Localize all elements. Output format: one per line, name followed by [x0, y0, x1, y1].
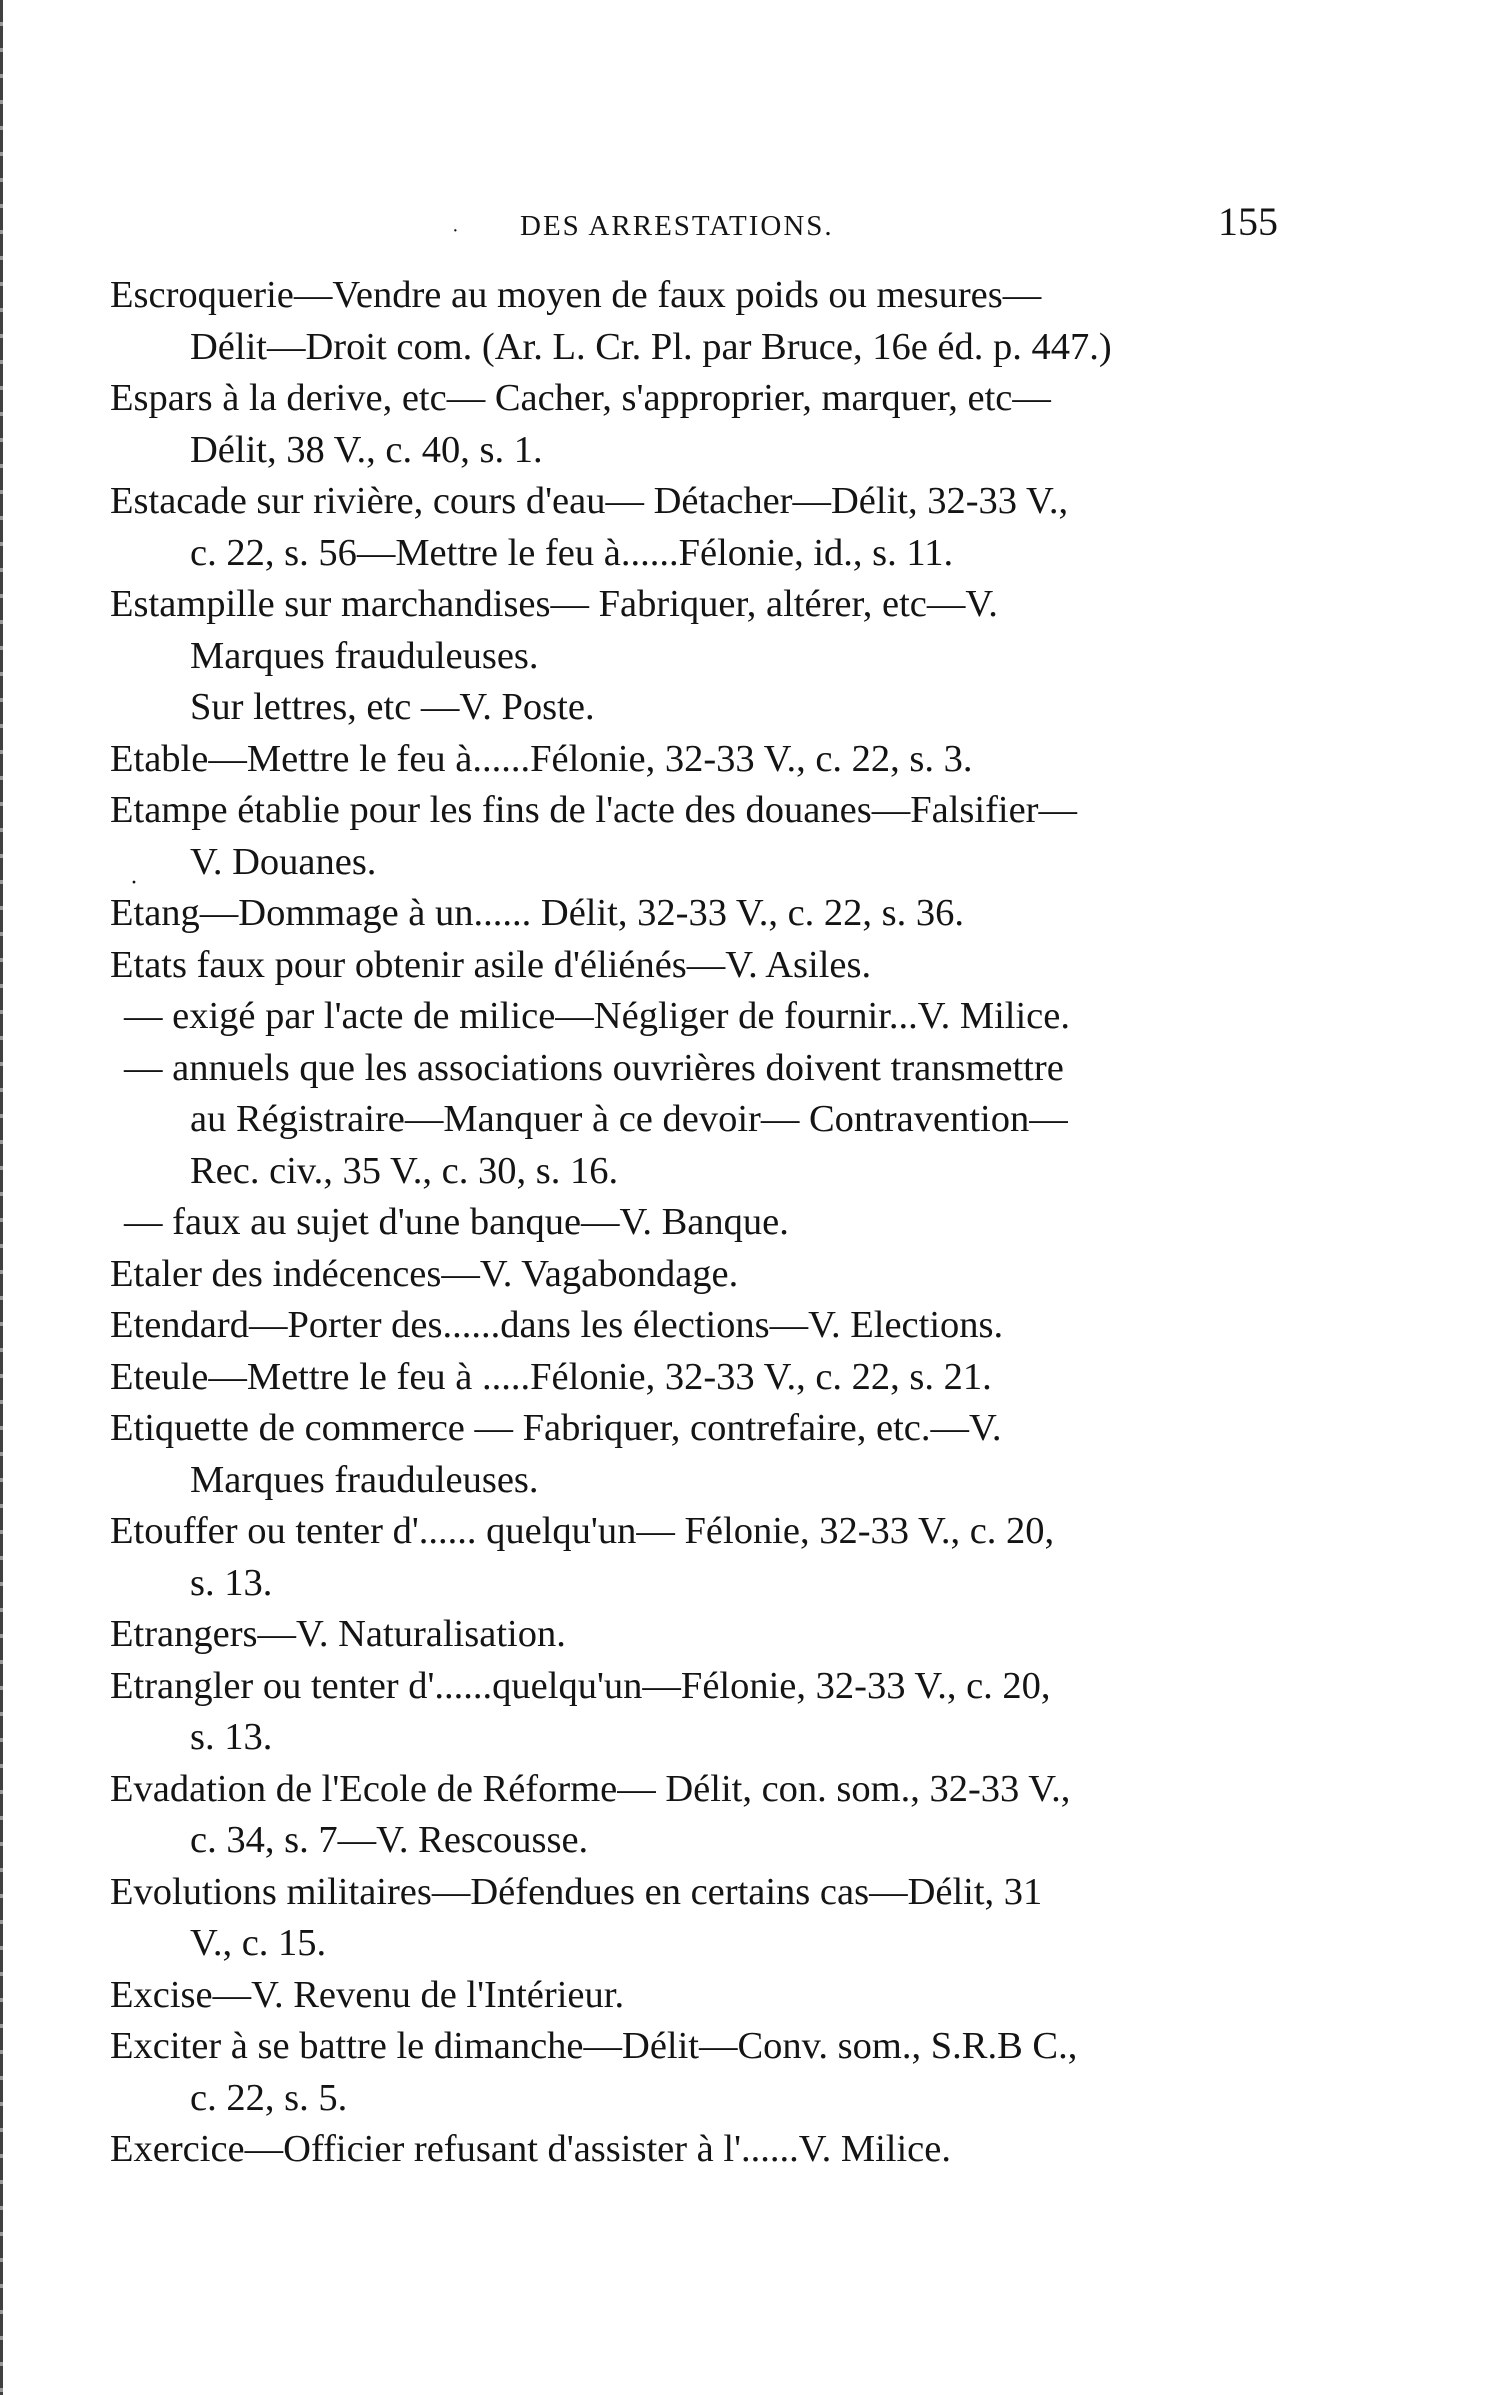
index-entry: [110, 1867, 1290, 1970]
index-entry: [110, 2021, 1290, 2124]
page-number: 155: [1218, 199, 1278, 244]
index-entry: [110, 579, 1290, 734]
entry-line: Etouffer ou tenter d'...... quelqu'un— Félonie, 32-33 V., c. 20,: [110, 1510, 1055, 1552]
entry-continuation-line: s. 13.: [190, 1561, 273, 1604]
running-head: DES ARRESTATIONS.: [520, 210, 834, 242]
entry-line: — faux au sujet d'une banque—V. Banque.: [124, 1201, 789, 1243]
index-entry: [110, 270, 1290, 373]
entry-line: Estacade sur rivière, cours d'eau— Détacher—Délit, 32-33 V.,: [110, 480, 1069, 522]
entry-continuation-line: V., c. 15.: [190, 1922, 327, 1964]
entry-continuation-line: Sur lettres, etc —V. Poste.: [190, 686, 595, 728]
index-entry: [110, 1043, 1290, 1198]
index-entry: [110, 1970, 1290, 2022]
header-dot: ·: [452, 220, 459, 242]
entry-line: Estampille sur marchandises— Fabriquer, altérer, etc—V.: [110, 583, 998, 625]
index-entry: [110, 373, 1290, 476]
entry-line: Evadation de l'Ecole de Réforme— Délit, con. som., 32-33 V.,: [110, 1767, 1071, 1810]
page-edge: [0, 0, 3, 2395]
entry-line: Espars à la derive, etc— Cacher, s'approprier, marquer, etc—: [110, 377, 1051, 419]
entry-continuation-line: Marques frauduleuses.: [190, 634, 539, 677]
entry-line: Etable—Mettre le feu à......Félonie, 32-33 V., c. 22, s. 3.: [110, 737, 973, 780]
index-entry: [110, 734, 1290, 786]
index-entry: [110, 785, 1290, 888]
entry-continuation-line: c. 22, s. 5.: [190, 2076, 348, 2119]
entry-line: Etats faux pour obtenir asile d'éliénés—V. Asiles.: [110, 943, 872, 986]
index-entry: [110, 1300, 1290, 1352]
entry-continuation-line: c. 34, s. 7—V. Rescousse.: [190, 1819, 589, 1861]
index-entry: [110, 1764, 1290, 1867]
index-entry: [110, 1661, 1290, 1764]
entry-continuation-line: Délit—Droit com. (Ar. L. Cr. Pl. par Bruce, 16e éd. p. 447.): [190, 325, 1112, 368]
entry-line: Eteule—Mettre le feu à .....Félonie, 32-33 V., c. 22, s. 21.: [110, 1355, 992, 1398]
page-header: [0, 196, 1494, 256]
index-entries: [110, 270, 1290, 2176]
entry-line: Excise—V. Revenu de l'Intérieur.: [110, 1973, 625, 2016]
entry-line: Etrangler ou tenter d'......quelqu'un—Félonie, 32-33 V., c. 20,: [110, 1664, 1051, 1707]
index-entry: [110, 476, 1290, 579]
entry-line: Escroquerie—Vendre au moyen de faux poids ou mesures—: [110, 274, 1042, 316]
entry-continuation-line: s. 13.: [190, 1716, 273, 1758]
entry-line: Etang—Dommage à un...... Délit, 32-33 V., c. 22, s. 36.: [110, 892, 965, 934]
index-entry: [110, 1352, 1290, 1404]
entry-line: Etrangers—V. Naturalisation.: [110, 1613, 566, 1655]
entry-line: Etiquette de commerce — Fabriquer, contrefaire, etc.—V.: [110, 1407, 1002, 1449]
entry-line: Etaler des indécences—V. Vagabondage.: [110, 1252, 739, 1295]
entry-continuation-line: Marques frauduleuses.: [190, 1458, 539, 1501]
index-entry: [110, 1403, 1290, 1506]
index-entry: [110, 2124, 1290, 2176]
margin-mark: ·: [130, 870, 138, 896]
index-entry: [110, 940, 1290, 992]
entry-line: Exciter à se battre le dimanche—Délit—Conv. som., S.R.B C.,: [110, 2025, 1078, 2067]
index-entry: [110, 888, 1290, 940]
entry-line: Exercice—Officier refusant d'assister à l'......V. Milice.: [110, 2128, 951, 2170]
entry-continuation-line: au Régistraire—Manquer à ce devoir— Contravention—: [190, 1098, 1068, 1140]
index-entry: [110, 1249, 1290, 1301]
index-entry: [110, 1609, 1290, 1661]
entry-line: Evolutions militaires—Défendues en certains cas—Délit, 31: [110, 1870, 1043, 1913]
entry-continuation-line: Délit, 38 V., c. 40, s. 1.: [190, 428, 543, 471]
entry-continuation-line: V. Douanes.: [190, 840, 377, 883]
entry-continuation-line: c. 22, s. 56—Mettre le feu à......Félonie, id., s. 11.: [190, 531, 954, 574]
entry-line: Etendard—Porter des......dans les élections—V. Elections.: [110, 1304, 1004, 1346]
entry-continuation-line: Rec. civ., 35 V., c. 30, s. 16.: [190, 1149, 619, 1192]
entry-line: — annuels que les associations ouvrières doivent transmettre: [124, 1046, 1064, 1089]
entry-line: Etampe établie pour les fins de l'acte des douanes—Falsifier—: [110, 789, 1077, 831]
index-entry: [110, 1506, 1290, 1609]
index-entry: [110, 1197, 1290, 1249]
index-entry: [110, 991, 1290, 1043]
entry-line: — exigé par l'acte de milice—Négliger de fournir...V. Milice.: [124, 995, 1070, 1037]
